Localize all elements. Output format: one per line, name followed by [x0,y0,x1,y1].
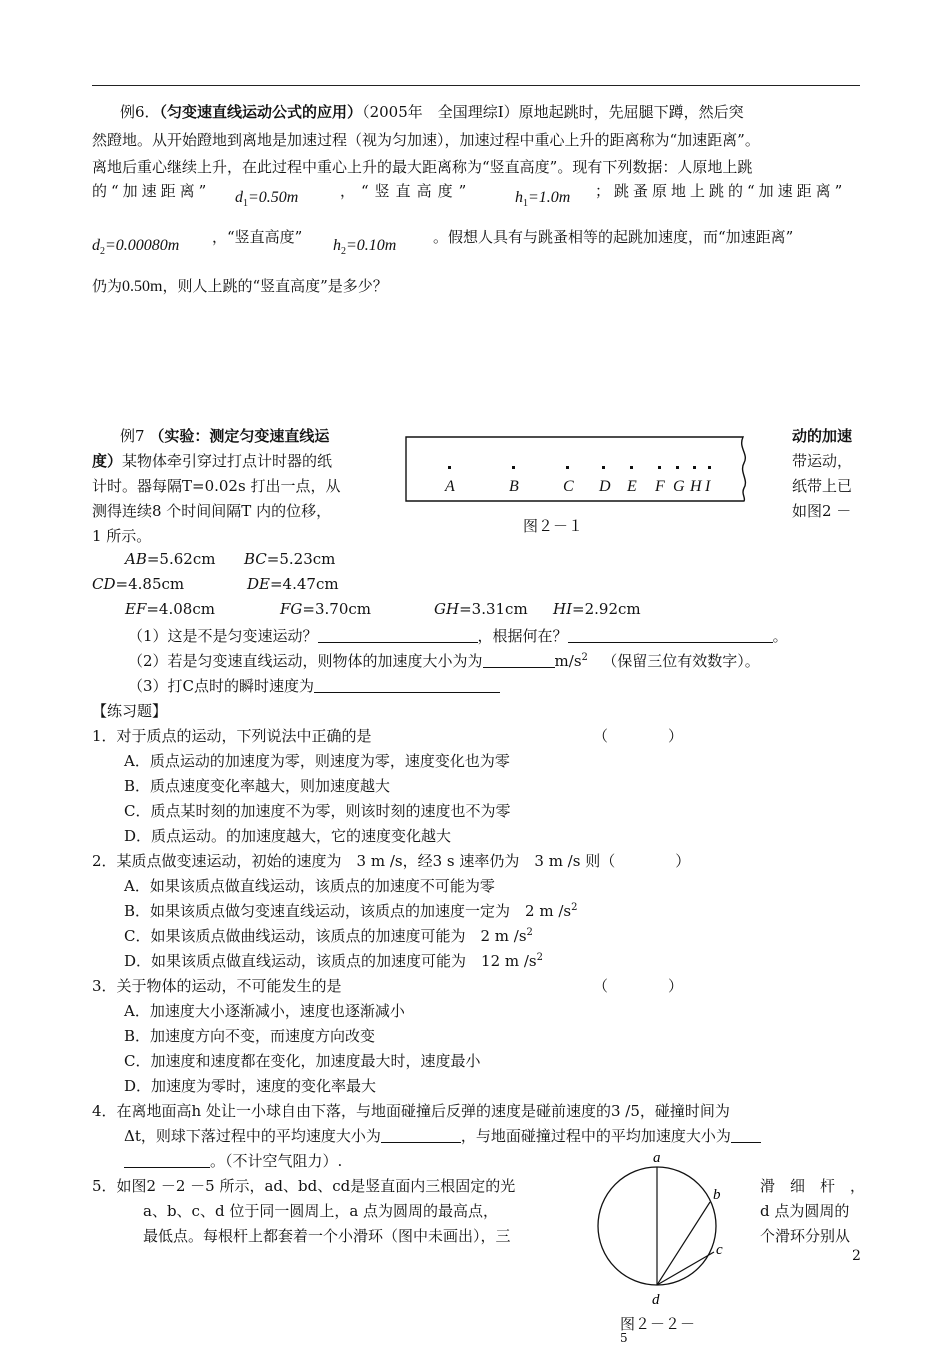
p5-line1: 5．如图2 －2 －5 所示，ad、bd、cd是竖直面内三根固定的光 [92,1177,516,1195]
ex7-line5: 1 所示。 [92,527,152,545]
tape-label-e: E [627,478,637,495]
fig-2-2-5-caption-cont: 5 [620,1331,628,1345]
ex7-line2: 度）某物体牵引穿过打点计时器的纸 [92,452,333,470]
tape-label-a: A [445,478,455,495]
p5-line2: a、b、c、d 位于同一圆周上，a 点为圆周的最高点， [143,1202,499,1220]
p5-line3-right: 个滑环分别从 [760,1227,851,1245]
ex6-l4c: ；跳蚤原地上跳的“加速距离” [595,182,847,200]
ex6-line3: 离地后重心继续上升，在此过程中重心上升的最大距离称为“竖直高度”。现有下列数据：人原地上跳 [92,158,753,176]
point-c-label: c [716,1242,723,1258]
tape-label-d: D [599,478,611,495]
ex6-topic: （匀变速直线运动公式的应用） [159,103,363,121]
tape-dot-c [566,466,569,469]
ex6-text1: （2005年 全国理综Ⅰ）原地起跳时，先屈腿下蹲，然后突 [362,103,744,121]
tape-label-f: F [655,478,665,495]
p2-opt-c: C．如果该质点做曲线运动，该质点的加速度可能为 2 m $/s^2$ [124,927,533,945]
tape-label-b: B [509,478,519,495]
page-number: 2 [852,1248,861,1264]
tape-dot-g [676,466,679,469]
p5-line3: 最低点。每根杆上都套着一个小滑环（图中未画出），三 [143,1227,511,1245]
ex7-q2: （2）若是匀变速直线运动，则物体的加速度大小为为 $m/s^2$ （保留三位有效数字）。 [128,652,760,670]
p1-paren: （ ） [593,727,684,745]
ex6-l4a: 的“加速距离” [92,182,211,200]
p1-opt-a: A．质点运动的加速度为零，则速度为零，速度变化也为零 [124,752,510,770]
ex7-line4-right: 如图2 － [792,502,852,520]
d2-expr: $d_2=0.00080m$ [92,237,180,257]
paper-tape-figure [405,436,751,502]
p2-opt-a: A．如果该质点做直线运动，该质点的加速度不可能为零 [124,877,495,895]
tape-dot-h [693,466,696,469]
ex7-line3: 计时。器每隔T=0.02s 打出一点，从 [92,477,341,495]
point-a-label: a [653,1150,661,1166]
answer-blank[interactable] [483,653,555,668]
data-hi: HI=2.92cm [553,600,641,618]
p3-stem: 3．关于物体的运动，不可能发生的是 [92,977,342,995]
p1-opt-d: D．质点运动。的加速度越大，它的速度变化越大 [124,827,452,845]
p1-opt-c: C．质点某时刻的加速度不为零，则该时刻的速度也不为零 [124,802,511,820]
ex6-l5a: ，“竖直高度” [212,228,303,246]
data-bc: BC=5.23cm [244,550,336,568]
h1-expr: $h_1=1.0m$ [515,189,571,209]
h2-expr: $h_2=0.10m$ [333,237,397,257]
practice-heading: 【练习题】 [92,702,168,720]
ex7-q3: （3）打C点时的瞬时速度为 [128,675,500,696]
tape-label-g: G [673,478,685,495]
ex6-l5b: 。假想人具有与跳蚤相等的起跳加速度，而“加速距离” [433,228,794,246]
ex6-label: 例6． [120,103,160,121]
data-cd: CD=4.85cm [92,575,185,593]
answer-blank[interactable] [568,628,773,643]
ex7-line3-right: 纸带上已 [792,477,853,495]
answer-blank[interactable] [318,628,478,643]
ex6-line1 [120,101,744,122]
circle-rods-figure [592,1142,732,1312]
tape-label-c: C [563,478,574,495]
ex6-line6: 仍为0.50m，则人上跳的“竖直高度”是多少？ [92,277,388,295]
data-gh: GH=3.31cm [434,600,528,618]
p4-line2: Δt，则球下落过程中的平均速度大小为 ，与地面碰撞过程中的平均加速度大小为 [124,1125,761,1146]
p3-opt-d: D．加速度为零时，速度的变化率最大 [124,1077,377,1095]
p5-line2-right: d 点为圆周的 [760,1202,850,1220]
p1-opt-b: B．质点速度变化率越大，则加速度越大 [124,777,391,795]
ex7-line4: 测得连续8 个时间间隔T 内的位移， [92,502,332,520]
p3-opt-b: B．加速度方向不变，而速度方向改变 [124,1027,376,1045]
ex7-line1: 例7 （实验：测定匀变速直线运 [120,427,330,445]
answer-blank[interactable] [314,678,500,693]
answer-blank[interactable] [124,1153,210,1168]
rod-cd [657,1252,714,1285]
header-rule [92,85,860,86]
ex7-topic-right: 动的加速 [792,427,853,445]
p4-line3: 。（不计空气阻力）. [124,1150,342,1171]
fig-2-2-5-caption: 图２－２－ [620,1315,696,1333]
p5-line1-right: 滑 细 杆 ， [760,1177,866,1195]
data-ef: EF=4.08cm [125,600,215,618]
answer-blank[interactable] [381,1128,461,1143]
point-b-label: b [713,1187,721,1203]
tape-label-i: I [705,478,711,495]
p3-opt-c: C．加速度和速度都在变化，加速度最大时，速度最小 [124,1052,481,1070]
tape-dot-b [512,466,515,469]
answer-blank[interactable] [731,1128,761,1143]
p2-stem: 2．某质点做变速运动，初始的速度为 3 m /s，经3 s 速率仍为 3 m /s 则（ ） [92,852,691,870]
tape-dot-e [630,466,633,469]
ex6-l4b: ，“竖直高度” [340,182,473,200]
ex6-line2: 然蹬地。从开始蹬地到离地是加速过程（视为匀加速），加速过程中重心上升的距离称为“加速距离”。 [92,131,760,149]
tape-dot-a [448,466,451,469]
ex6-line4 [92,180,210,201]
tape-label-h: H [690,478,702,495]
tape-dot-f [658,466,661,469]
ex7-q1: （1）这是不是匀变速运动？ ，根据何在？ 。 [128,627,788,645]
tape-dot-i [708,466,711,469]
data-de: DE=4.47cm [247,575,339,593]
ex7-line2-right: 带运动， [792,452,853,470]
p2-opt-d: D．如果该质点做直线运动，该质点的加速度可能为 12 m $/s^2$ [124,952,544,970]
data-ab: AB=5.62cm [125,550,216,568]
d1-expr: $d_1=0.50m$ [235,189,299,209]
p3-paren: （ ） [593,977,684,995]
tape-dot-d [602,466,605,469]
p3-opt-a: A．加速度大小逐渐减小，速度也逐渐减小 [124,1002,405,1020]
fig-2-1-caption: 图２－１ [523,517,584,535]
rod-bd [657,1202,710,1285]
p4-line1: 4．在离地面高h 处让一小球自由下落，与地面碰撞后反弹的速度是碰前速度的3 /5，碰撞时间为 [92,1102,730,1120]
point-d-label: d [652,1292,660,1308]
data-fg: FG=3.70cm [280,600,371,618]
p2-opt-b: B．如果该质点做匀变速直线运动，该质点的加速度一定为 2 m $/s^2$ [124,902,578,920]
p1-stem: 1．对于质点的运动，下列说法中正确的是 [92,727,372,745]
